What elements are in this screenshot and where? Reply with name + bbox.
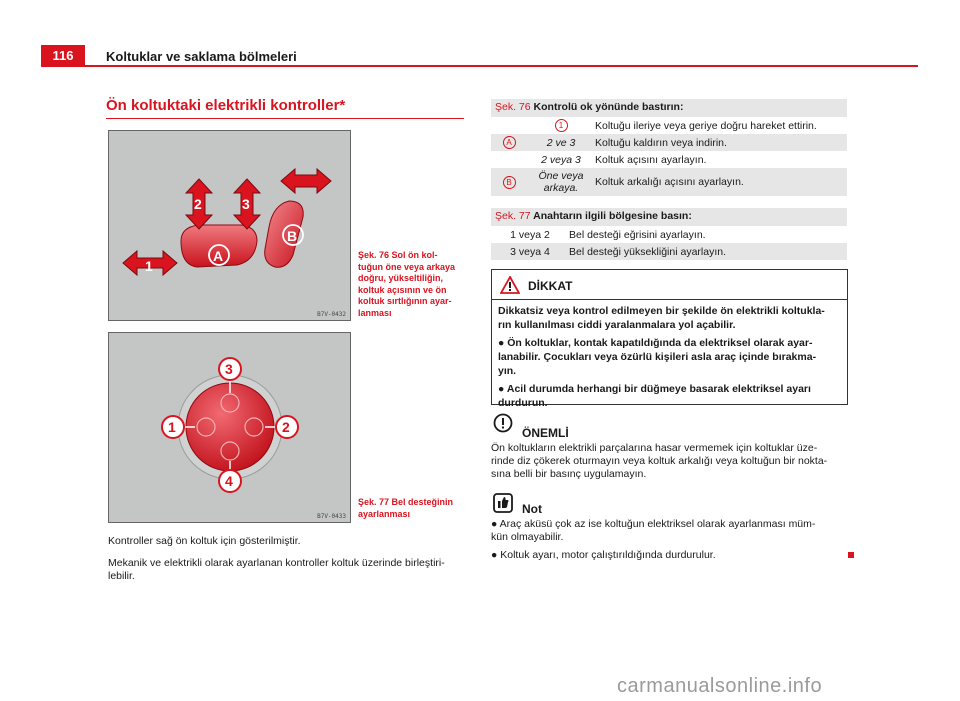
table-77-body: [491, 226, 847, 260]
control-cell: 3 veya 4: [510, 245, 550, 258]
control-cell: 2 veya 3: [541, 153, 581, 166]
end-marker: [848, 552, 854, 558]
figure-77: [108, 332, 351, 523]
label-4: [219, 470, 241, 492]
warning-paragraph: ● Ön koltuklar, kontak kapatıldığında da elektriksel olarak ayar- lanabilir. Çocukları veya özürlü kişileri asla araç içinde bırakma- yın.: [498, 337, 817, 377]
table-cell: Koltuğu ileriye veya geriye doğru hareket ettirin.: [595, 119, 817, 132]
table-76: [491, 99, 847, 196]
svg-text:2: 2: [194, 196, 202, 212]
svg-text:3: 3: [225, 361, 233, 377]
lumbar-support-illustration: [109, 333, 350, 522]
note-icon: [493, 493, 513, 513]
svg-text:3: 3: [242, 196, 250, 212]
section-rule: [106, 118, 464, 119]
arrow-2-icon: [186, 179, 212, 229]
arrow-3-icon: [234, 179, 260, 229]
table-row: [491, 168, 847, 196]
notice-text: Ön koltukların elektrikli parçalarına hasar vermemek için koltuklar üze- rinde diz çökerek oturmayın veya koltuk arkalığı veya koltuğun bir nokta- sına belli bir basınç uygulamayın.: [491, 442, 828, 480]
chapter-title: Koltuklar ve saklama bölmeleri: [106, 49, 297, 64]
table-row: [491, 226, 847, 243]
table-cell: Bel desteği yüksekliğini ayarlayın.: [569, 245, 726, 258]
control-cell: Öne veya arkaya.: [538, 170, 584, 194]
header-rule: [85, 65, 918, 67]
warning-box: [491, 269, 848, 409]
svg-text:1: 1: [168, 419, 176, 435]
watermark: carmanualsonline.info: [617, 675, 823, 697]
table-76-header: [491, 99, 847, 117]
note-paragraph-1: ● Araç aküsü çok az ise koltuğun elektriksel olarak ayarlanması müm- kün olmayabilir.: [491, 518, 816, 543]
group-label: B: [503, 176, 516, 189]
table-77-header: [491, 208, 847, 226]
svg-text:1: 1: [145, 258, 153, 274]
warning-paragraph: Dikkatsiz veya kontrol edilmeyen bir şekilde ön elektrikli koltukla- rın kullanılması ciddi yaralanmalara yol açabilir.: [498, 305, 825, 331]
table-title: Kontrolü ok yönünde bastırın:: [533, 101, 684, 113]
warning-header: [492, 270, 847, 300]
page-number: 116: [41, 45, 85, 67]
table-cell: Koltuğu kaldırın veya indirin.: [595, 136, 727, 149]
note-title: Not: [522, 502, 542, 516]
control-b-shape: [265, 201, 304, 267]
lumbar-switch: [186, 383, 274, 471]
warning-triangle-icon: [500, 276, 520, 294]
notice-icon: [493, 413, 513, 433]
section-title: Ön koltuktaki elektrikli kontroller*: [106, 97, 346, 114]
figure-76: [108, 130, 351, 321]
label-1: [162, 416, 184, 438]
table-cell: Koltuk açısını ayarlayın.: [595, 153, 707, 166]
warning-title: DİKKAT: [528, 279, 573, 293]
table-row: [491, 117, 847, 134]
group-label: A: [503, 136, 516, 149]
arrow-1-icon: [123, 251, 177, 275]
body-paragraph-2: Mekanik ve elektrikli olarak ayarlanan kontroller koltuk üzerinde birleştiri- lebilir.: [108, 557, 445, 582]
table-row: [491, 243, 847, 260]
label-3: [219, 358, 241, 380]
seat-controls-illustration: [109, 131, 350, 320]
notice-title: ÖNEMLİ: [522, 426, 569, 440]
note-paragraph-2: ● Koltuk ayarı, motor çalıştırıldığında durdurulur.: [491, 549, 716, 561]
table-cell: Koltuk arkalığı açısını ayarlayın.: [595, 176, 744, 188]
warning-body: [492, 300, 847, 418]
figure-77-caption: Şek. 77 Bel desteğinin ayarlanması: [358, 497, 454, 519]
table-77: [491, 208, 847, 260]
svg-text:B: B: [287, 228, 298, 244]
svg-text:A: A: [213, 248, 224, 264]
table-cell: Bel desteği eğrisini ayarlayın.: [569, 228, 706, 241]
figure-code: B7V-0432: [317, 311, 346, 318]
table-title: Anahtarın ilgili bölgesine basın:: [533, 210, 692, 222]
body-paragraph-1: Kontroller sağ ön koltuk için gösterilmiştir.: [108, 535, 301, 547]
svg-text:2: 2: [282, 419, 290, 435]
arrow-b-icon: [281, 169, 331, 193]
table-row: [491, 151, 847, 168]
warning-paragraph: ● Acil durumda herhangi bir düğmeye basarak elektriksel ayarı durdurun.: [498, 383, 811, 409]
figure-ref: Şek. 76: [495, 101, 531, 113]
control-cell: 2 ve 3: [546, 136, 576, 149]
label-2: [276, 416, 298, 438]
svg-text:4: 4: [225, 473, 233, 489]
figure-76-caption: Şek. 76 Sol ön kol- tuğun öne veya arkaya doğru, yükseltiliğin, koltuk açısının ve ön koltuk sırtlığının ayar- lanması: [358, 250, 456, 318]
figure-ref: Şek. 77: [495, 210, 531, 222]
table-row: [491, 134, 847, 151]
control-cell: 1 veya 2: [510, 228, 550, 241]
control-number: 1: [555, 119, 568, 132]
figure-code: B7V-0433: [317, 513, 346, 520]
table-76-body: [491, 117, 847, 196]
